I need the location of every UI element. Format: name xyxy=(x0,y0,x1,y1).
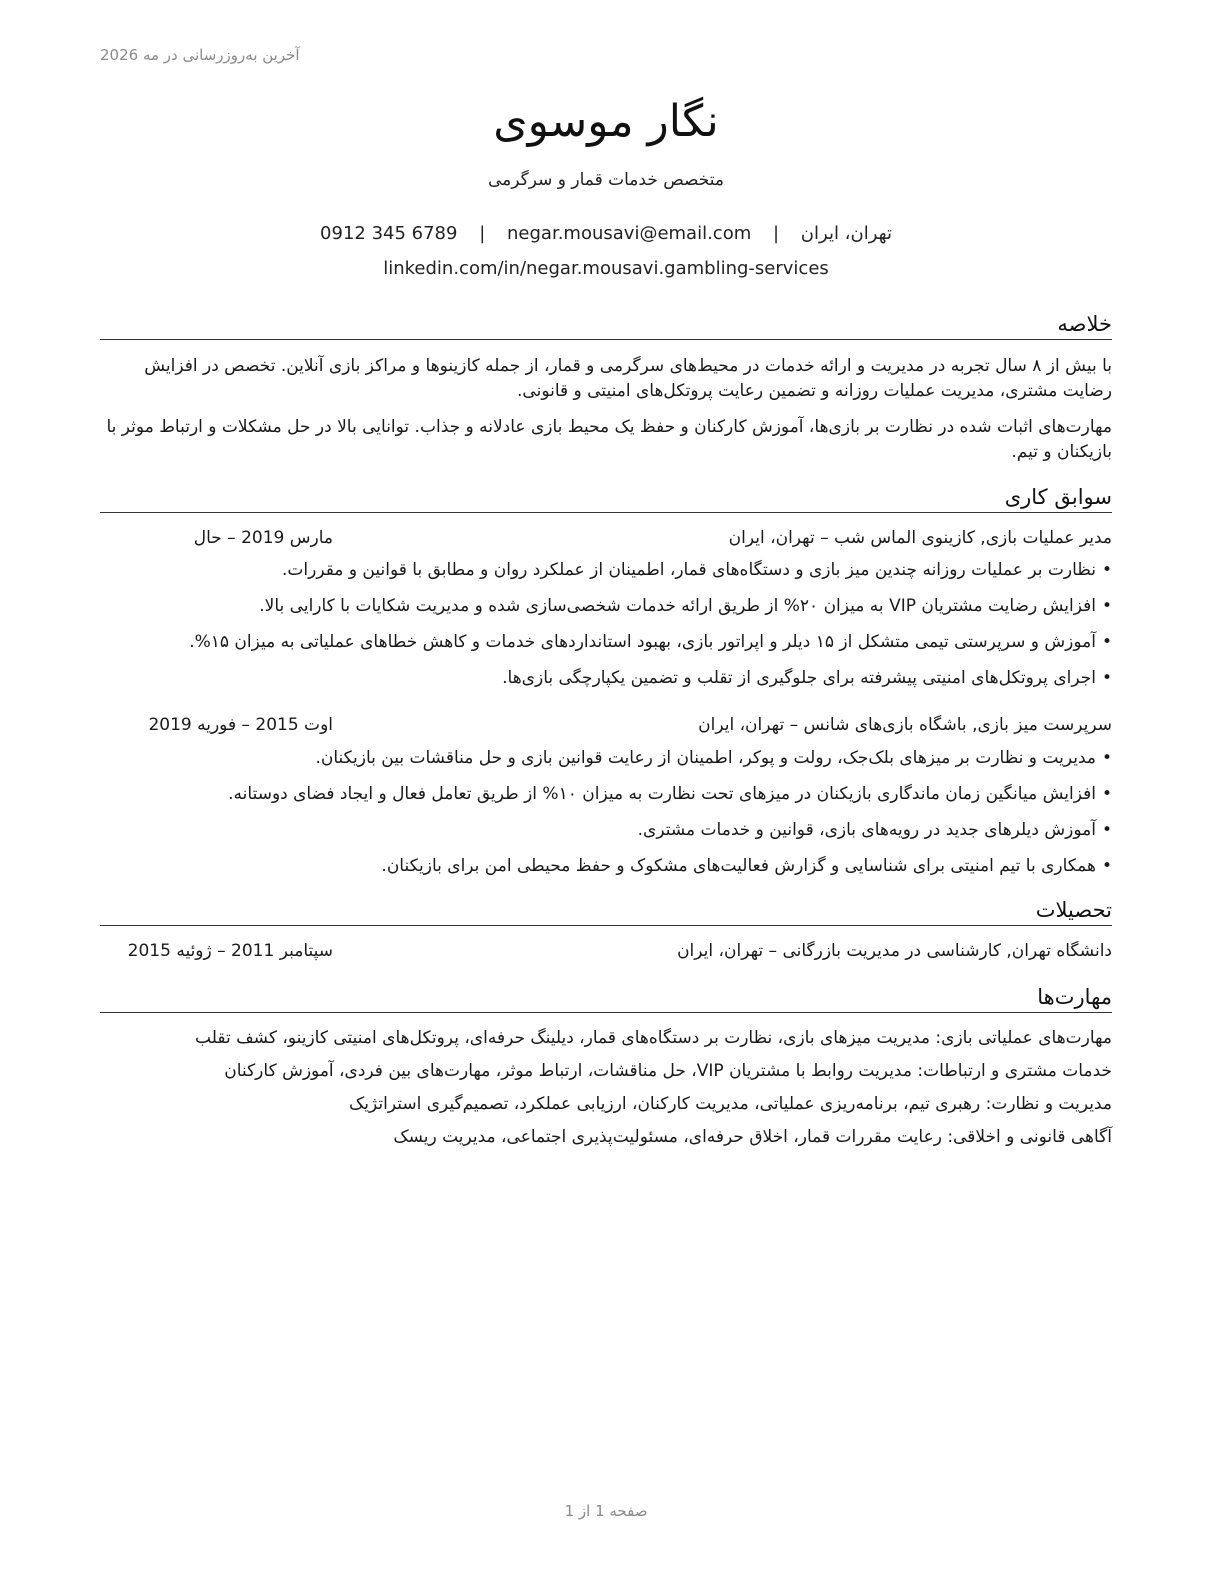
education-dates: سپتامبر 2011 – ژوئیه 2015 xyxy=(127,941,333,961)
skills-heading: مهارت‌ها xyxy=(100,983,1112,1013)
list-item: •همکاری با تیم امنیتی برای شناسایی و گزارش فعالیت‌های مشکوک و حفظ محیطی امن برای بازیکنان. xyxy=(381,856,1112,876)
skill-line: مهارت‌های عملیاتی بازی: مدیریت میزهای بازی، نظارت بر دستگاه‌های قمار، دیلینگ حرفه‌ای، پروتکل‌های امنیتی کازینو، کشف تقلب xyxy=(195,1028,1112,1048)
education-entry xyxy=(100,941,1112,967)
job-dates: مارس 2019 – حال xyxy=(193,528,333,548)
summary-heading: خلاصه xyxy=(100,310,1112,340)
last-updated-note: آخرین به‌روزرسانی در مه 2026 xyxy=(100,46,300,64)
skill-line: خدمات مشتری و ارتباطات: مدیریت روابط با مشتریان VIP، حل مناقشات، ارتباط موثر، مهارت‌های بین فردی، آموزش کارکنان xyxy=(224,1061,1112,1081)
education-title: دانشگاه تهران, کارشناسی در مدیریت بازرگانی – تهران، ایران xyxy=(677,941,1112,961)
summary-paragraph: مهارت‌های اثبات شده در نظارت بر بازی‌ها، آموزش کارکنان و حفظ یک محیط بازی عادلانه و جذاب. توانایی بالا در حل مشکلات و ارتباط موثر با بازیکنان و تیم. xyxy=(106,417,1112,462)
list-item: •آموزش دیلرهای جدید در رویه‌های بازی، قوانین و خدمات مشتری. xyxy=(637,820,1112,840)
job-title: مدیر عملیات بازی, کازینوی الماس شب – تهران، ایران xyxy=(728,528,1112,548)
experience-heading: سوابق کاری xyxy=(100,483,1112,513)
resume-page xyxy=(100,0,1112,1584)
linkedin-link[interactable]: linkedin.com/in/negar.mousavi.gambling-services xyxy=(383,258,829,279)
list-item: •افزایش رضایت مشتریان VIP به میزان ۲۰% از طریق ارائه خدمات شخصی‌سازی شده و مدیریت شکایات با کارایی بالا. xyxy=(259,596,1112,616)
skills-list xyxy=(100,1022,1112,1154)
candidate-subtitle: متخصص خدمات قمار و سرگرمی xyxy=(487,170,725,190)
job-header xyxy=(100,715,1112,741)
contact-separator: | xyxy=(772,223,780,244)
job-bullets xyxy=(100,552,1112,696)
job-header xyxy=(100,528,1112,554)
list-item: •اجرای پروتکل‌های امنیتی پیشرفته برای جلوگیری از تقلب و تضمین یکپارچگی بازی‌ها. xyxy=(502,668,1112,688)
skill-line: مدیریت و نظارت: رهبری تیم، برنامه‌ریزی عملیاتی، مدیریت کارکنان، ارزیابی عملکرد، تصمیم‌گیری استراتژیک xyxy=(349,1094,1112,1114)
contact-email[interactable]: negar.mousavi@email.com xyxy=(507,223,752,244)
skill-line: آگاهی قانونی و اخلاقی: رعایت مقررات قمار، اخلاق حرفه‌ای، مسئولیت‌پذیری اجتماعی، مدیریت ریسک xyxy=(393,1127,1112,1147)
contact-separator: | xyxy=(479,223,486,244)
job-dates: اوت 2015 – فوریه 2019 xyxy=(148,715,333,735)
list-item: •مدیریت و نظارت بر میزهای بلک‌جک، رولت و پوکر، اطمینان از رعایت قوانین بازی و حل مناقشات بین بازیکنان. xyxy=(315,748,1112,768)
contact-line xyxy=(100,223,1112,244)
contact-location: تهران، ایران xyxy=(800,223,892,244)
contact-phone: 0912 345 6789 xyxy=(320,223,458,244)
education-heading: تحصیلات xyxy=(100,896,1112,926)
list-item: •نظارت بر عملیات روزانه چندین میز بازی و دستگاه‌های قمار، اطمینان از عملکرد روان و مطابق با قوانین و مقررات. xyxy=(281,560,1112,580)
job-bullets xyxy=(100,740,1112,884)
list-item: •افزایش میانگین زمان ماندگاری بازیکنان در میزهای تحت نظارت به میزان ۱۰% از طریق تعامل فعال و ایجاد فضای دوستانه. xyxy=(228,784,1112,804)
candidate-name: نگار موسوی xyxy=(493,96,719,147)
summary-paragraph: با بیش از ۸ سال تجربه در مدیریت و ارائه خدمات در محیط‌های سرگرمی و قمار، از جمله کازینوها و مراکز بازی آنلاین. تخصص در افزایش رضایت مشتری، مدیریت عملیات روزانه و تضمین رعایت پروتکل‌های امنیتی و قانونی. xyxy=(144,356,1112,401)
list-item: •آموزش و سرپرستی تیمی متشکل از ۱۵ دیلر و اپراتور بازی، بهبود استانداردهای خدمات و کاهش خطاهای عملیاتی به میزان ۱۵%. xyxy=(189,632,1112,652)
page-number: صفحه 1 از 1 xyxy=(564,1502,648,1520)
job-title: سرپرست میز بازی, باشگاه بازی‌های شانس – تهران، ایران xyxy=(698,715,1112,735)
